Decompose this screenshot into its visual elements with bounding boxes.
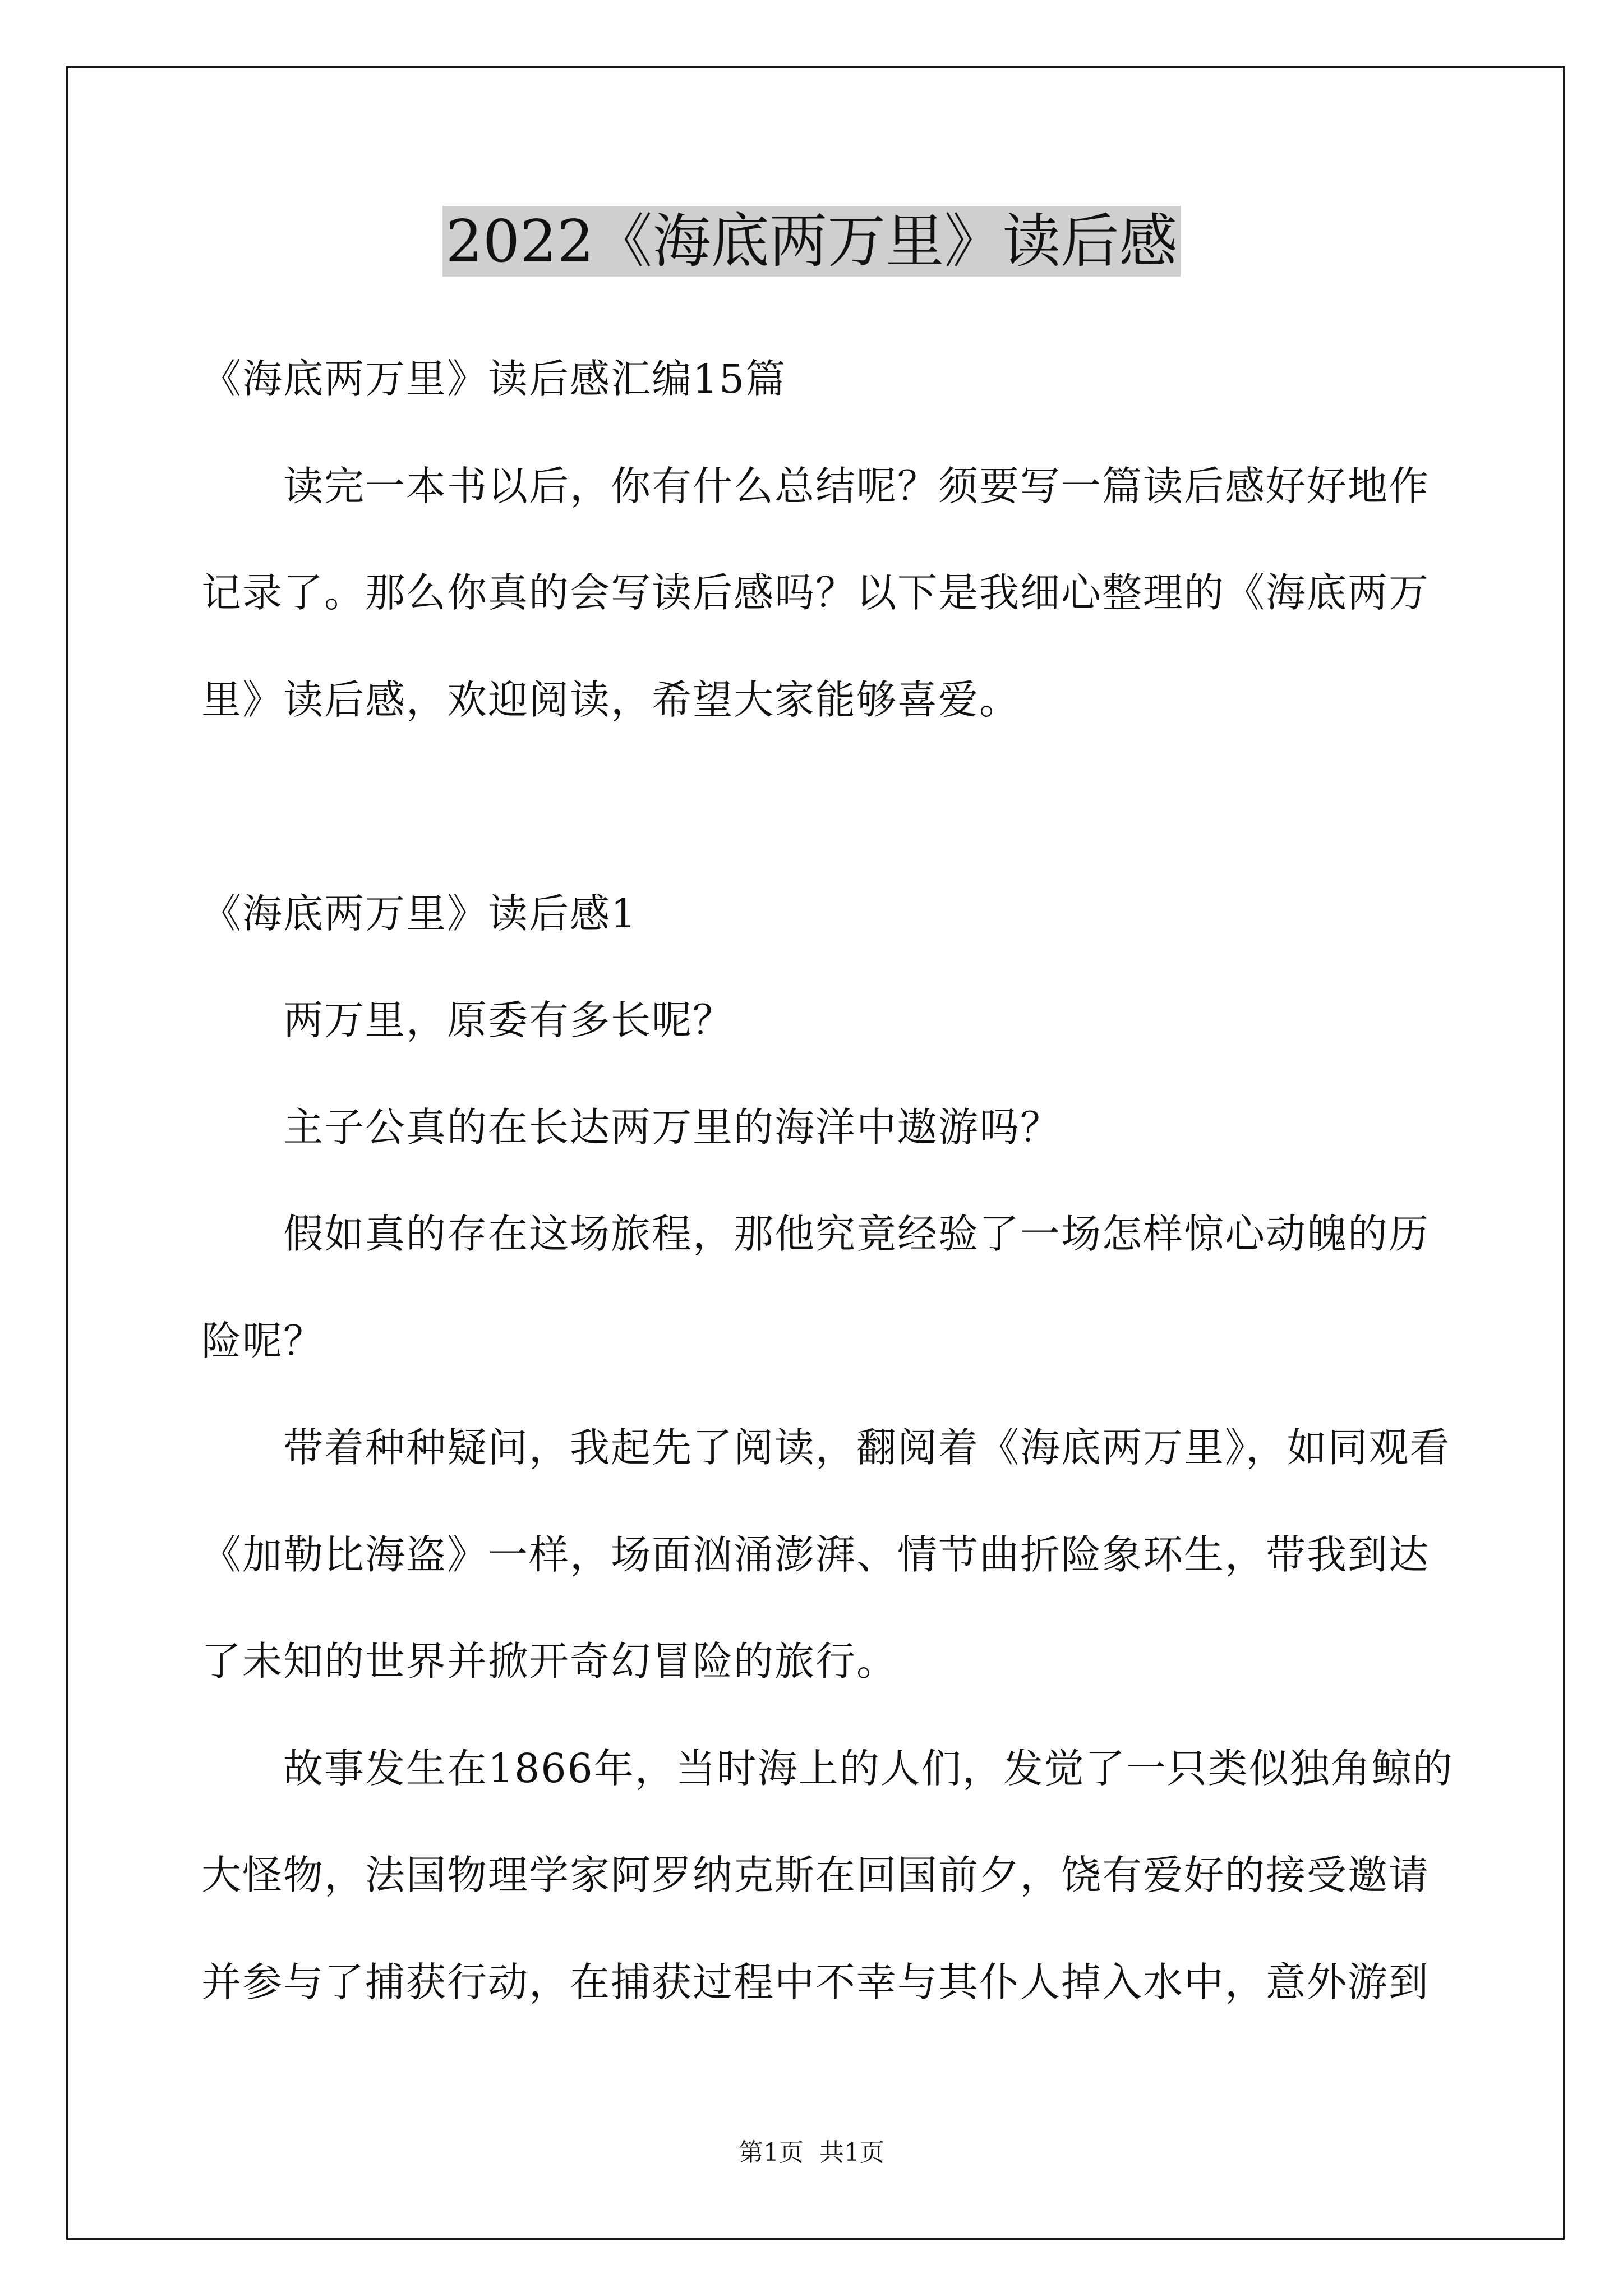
paragraph-line: 故事发生在1866年，当时海上的人们，发觉了一只类似独角鲸的 (283, 1745, 1454, 1792)
paragraph (201, 1074, 1547, 1181)
paragraph-line: 假如真的存在这场旅程，那他究竟经验了一场怎样惊心动魄的历 (283, 1211, 1430, 1257)
paragraph (201, 1395, 1547, 1715)
title-container (0, 206, 1623, 277)
paragraph-line: 《加勒比海盗》一样，场面汹涌澎湃、情节曲折险象环生，带我到达 (201, 1531, 1430, 1578)
paragraph (201, 1715, 1547, 2036)
paragraph (201, 967, 1547, 1074)
paragraph-line: 记录了。那么你真的会写读后感吗？以下是我细心整理的《海底两万 (201, 569, 1430, 616)
blank-line (201, 753, 1547, 861)
paragraph (201, 1181, 1547, 1395)
section-heading: 《海底两万里》读后感1 (201, 890, 638, 937)
document-body (201, 326, 1547, 2036)
paragraph-line: 了未知的世界并掀开奇幻冒险的旅行。 (201, 1638, 898, 1685)
intro-paragraph (201, 433, 1547, 754)
document-title: 2022《海底两万里》读后感 (442, 206, 1181, 277)
paragraph-line: 两万里，原委有多长呢？ (283, 997, 734, 1043)
collection-subtitle: 《海底两万里》读后感汇编15篇 (201, 356, 787, 402)
page-number-footer: 第1页 共1页 (739, 2138, 884, 2167)
paragraph-line: 读完一本书以后，你有什么总结呢？须要写一篇读后感好好地作 (283, 462, 1430, 509)
paragraph-line: 带着种种疑问，我起先了阅读，翻阅着《海底两万里》，如同观看 (283, 1424, 1451, 1471)
paragraph-line: 险呢？ (201, 1317, 325, 1364)
paragraph-line: 主子公真的在长达两万里的海洋中遨游吗？ (283, 1103, 1062, 1151)
paragraph-line: 里》读后感，欢迎阅读，希望大家能够喜爱。 (201, 676, 1021, 723)
paragraph-line: 并参与了捕获行动，在捕获过程中不幸与其仆人掉入水中，意外游到 (201, 1958, 1430, 2005)
paragraph-line: 大怪物，法国物理学家阿罗纳克斯在回国前夕，饶有爱好的接受邀请 (201, 1852, 1430, 1898)
